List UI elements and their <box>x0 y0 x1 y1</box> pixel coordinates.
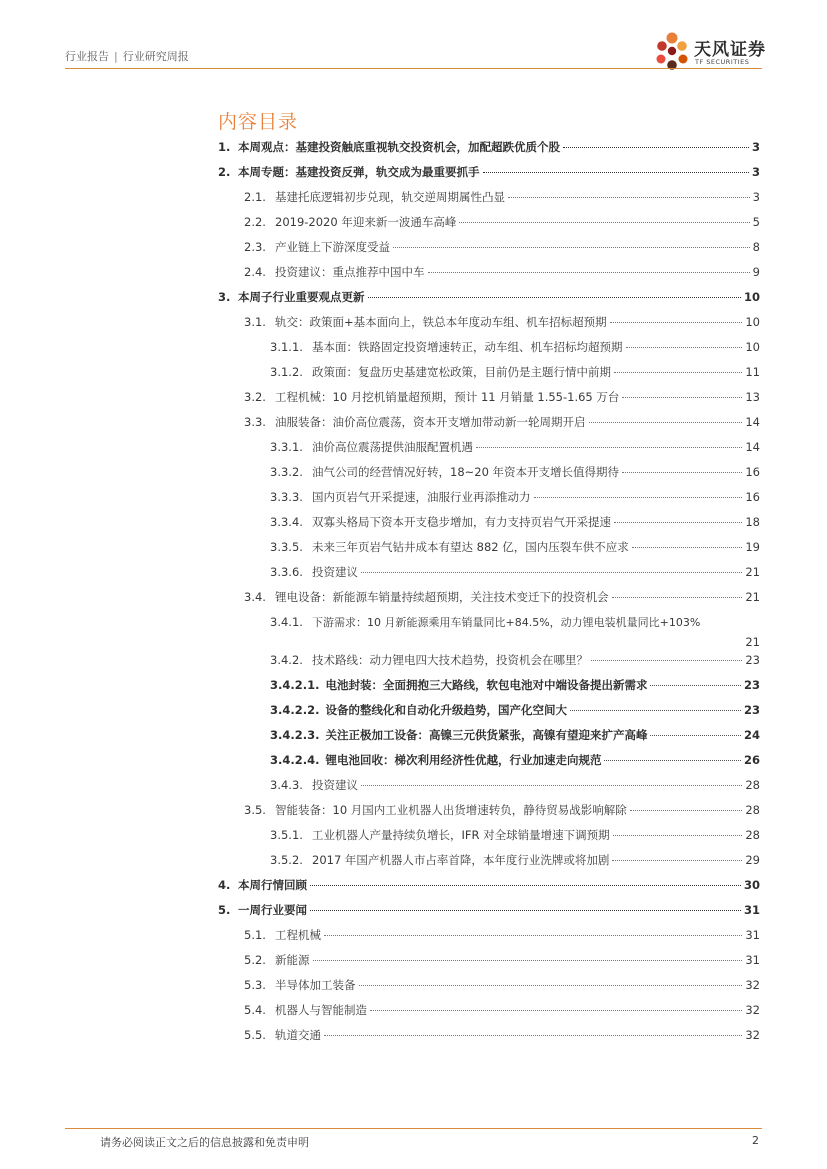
toc-entry-number: 3.1.1. <box>270 340 303 354</box>
toc-entry-page: 21 <box>745 635 760 649</box>
toc-entry-number: 5. <box>218 903 231 917</box>
toc-leader-dots <box>650 735 741 736</box>
toc-entry[interactable] <box>270 850 760 870</box>
toc-entry-title: 基建托底逻辑初步兑现，轨交逆周期属性凸显 <box>275 190 505 204</box>
header-separator: | <box>114 50 118 63</box>
toc-entry[interactable] <box>244 950 760 970</box>
report-header <box>65 48 189 64</box>
toc-entry-title: 本周专题：基建投资反弹，轨交成为最重要抓手 <box>238 165 480 179</box>
toc-entry-title: 投资建议 <box>312 565 358 579</box>
toc-entry[interactable] <box>270 362 760 382</box>
toc-entry-page: 16 <box>745 490 760 504</box>
footer-divider <box>65 1128 762 1129</box>
toc-entry[interactable] <box>270 725 760 745</box>
toc-entry-page: 32 <box>745 978 760 992</box>
toc-entry-number: 3. <box>218 290 231 304</box>
toc-entry-page: 10 <box>743 290 760 304</box>
toc-entry-number: 5.3. <box>244 978 266 992</box>
toc-leader-dots <box>393 247 750 248</box>
toc-entry[interactable] <box>270 775 760 795</box>
toc-entry[interactable] <box>244 187 760 207</box>
toc-entry-page: 23 <box>743 703 760 717</box>
toc-entry-page: 14 <box>745 415 760 429</box>
toc-leader-dots <box>626 347 743 348</box>
logo-name-en: TF SECURITIES <box>695 58 750 66</box>
toc-entry[interactable] <box>270 337 760 357</box>
toc-entry-title: 政策面：复盘历史基建宽松政策，目前仍是主题行情中前期 <box>312 365 611 379</box>
toc-leader-dots <box>650 685 741 686</box>
toc-entry[interactable] <box>244 1025 760 1045</box>
toc-entry-title: 工程机械 <box>275 928 321 942</box>
toc-entry-title: 技术路线：动力锂电四大技术趋势，投资机会在哪里？ <box>312 653 588 667</box>
toc-entry-title: 一周行业要闻 <box>238 903 307 917</box>
toc-entry-page: 10 <box>745 340 760 354</box>
toc-entry-page: 13 <box>745 390 760 404</box>
toc-leader-dots <box>476 447 742 448</box>
toc-entry-page: 30 <box>743 878 760 892</box>
toc-entry[interactable] <box>270 537 760 557</box>
toc-entry[interactable] <box>270 562 760 582</box>
header-divider <box>65 68 762 69</box>
toc-leader-dots <box>310 885 741 886</box>
footer-disclaimer: 请务必阅读正文之后的信息披露和免责申明 <box>100 1136 309 1149</box>
toc-entry-number: 3.3.3. <box>270 490 303 504</box>
toc-entry[interactable] <box>218 900 760 920</box>
page-number: 2 <box>752 1134 759 1147</box>
toc-entry-page: 3 <box>751 165 760 179</box>
toc-entry[interactable] <box>218 137 760 157</box>
toc-entry-title: 新能源 <box>275 953 310 967</box>
toc-entry-number: 3.4.2.4. <box>270 753 320 767</box>
toc-leader-dots <box>563 147 749 148</box>
toc-entry-title: 国内页岩气开采提速，油服行业再添推动力 <box>312 490 531 504</box>
toc-entry-title: 下游需求：10 月新能源乘用车销量同比+84.5%，动力锂电装机量同比+103% <box>312 616 701 629</box>
toc-entry[interactable] <box>270 512 760 532</box>
toc-entry-number: 2.3. <box>244 240 266 254</box>
toc-entry-title: 工程机械：10 月挖机销量超预期，预计 11 月销量 1.55-1.65 万台 <box>275 390 620 404</box>
toc-entry-page: 31 <box>745 928 760 942</box>
toc-entry-number: 5.2. <box>244 953 266 967</box>
toc-leader-dots <box>359 985 743 986</box>
toc-entry-number: 3.3.5. <box>270 540 303 554</box>
toc-entry[interactable] <box>244 800 760 820</box>
toc-entry-title: 轨交：政策面+基本面向上，铁总本年度动车组、机车招标超预期 <box>275 315 607 329</box>
toc-entry-title: 电池封装：全面拥抱三大路线，软包电池对中端设备提出新需求 <box>325 678 648 692</box>
toc-entry-title: 本周子行业重要观点更新 <box>238 290 365 304</box>
toc-entry-page: 21 <box>745 565 760 579</box>
toc-entry-number: 3.1. <box>244 315 266 329</box>
toc-leader-dots <box>612 597 743 598</box>
toc-entry-page: 29 <box>745 853 760 867</box>
toc-entry-page: 14 <box>745 440 760 454</box>
toc-entry-page: 8 <box>752 240 760 254</box>
toc-entry-title: 轨道交通 <box>275 1028 321 1042</box>
toc-entry-number: 3.3.2. <box>270 465 303 479</box>
toc-entry-title: 关注正极加工设备：高镍三元供货紧张，高镍有望迎来扩产高峰 <box>325 728 648 742</box>
toc-leader-dots <box>622 397 742 398</box>
toc-entry[interactable] <box>218 162 760 182</box>
toc-entry-page: 31 <box>745 953 760 967</box>
toc-entry-page: 23 <box>743 678 760 692</box>
toc-entry[interactable] <box>244 412 760 432</box>
toc-entry-number: 3.3. <box>244 415 266 429</box>
report-type: 行业报告 <box>65 50 109 63</box>
toc-leader-dots <box>610 322 743 323</box>
toc-entry-page: 28 <box>745 828 760 842</box>
toc-leader-dots <box>630 810 743 811</box>
toc-entry-title: 油气公司的经营情况好转，18~20 年资本开支增长值得期待 <box>312 465 620 479</box>
toc-title: 内容目录 <box>218 111 299 133</box>
toc-leader-dots <box>508 197 750 198</box>
toc-entry-number: 3.4.1. <box>270 615 303 629</box>
toc-leader-dots <box>604 760 741 761</box>
toc-entry-number: 5.5. <box>244 1028 266 1042</box>
toc-entry-title: 产业链上下游深度受益 <box>275 240 390 254</box>
toc-entry-page: 31 <box>743 903 760 917</box>
toc-entry-page: 10 <box>745 315 760 329</box>
toc-entry-number: 1. <box>218 140 231 154</box>
toc-leader-dots <box>313 960 743 961</box>
toc-entry[interactable] <box>270 612 760 652</box>
toc-entry-title: 本周行情回顾 <box>238 878 307 892</box>
toc-entry[interactable] <box>244 925 760 945</box>
toc-entry-page: 23 <box>745 653 760 667</box>
toc-entry[interactable] <box>244 312 760 332</box>
toc-entry[interactable] <box>270 700 760 720</box>
toc-entry-number: 4. <box>218 878 231 892</box>
toc-entry-number: 3.4. <box>244 590 266 604</box>
toc-leader-dots <box>570 710 741 711</box>
toc-entry[interactable] <box>244 587 760 607</box>
toc-leader-dots <box>459 222 749 223</box>
toc-entry[interactable] <box>218 875 760 895</box>
toc-leader-dots <box>368 297 741 298</box>
toc-entry[interactable] <box>270 825 760 845</box>
toc-entry-page: 5 <box>752 215 760 229</box>
toc-entry-title: 双寡头格局下资本开支稳步增加，有力支持页岩气开采提速 <box>312 515 611 529</box>
toc-entry-title: 油价高位震荡提供油服配置机遇 <box>312 440 473 454</box>
toc-entry-number: 3.3.4. <box>270 515 303 529</box>
toc-entry-title: 设备的整线化和自动化升级趋势，国产化空间大 <box>325 703 567 717</box>
toc-entry[interactable] <box>270 750 760 770</box>
toc-leader-dots <box>324 935 742 936</box>
toc-entry-title: 基本面：铁路固定投资增速转正，动车组、机车招标均超预期 <box>312 340 623 354</box>
toc-entry-page: 26 <box>743 753 760 767</box>
toc-entry-number: 3.4.2. <box>270 653 303 667</box>
toc-entry-number: 3.4.2.1. <box>270 678 320 692</box>
toc-entry-page: 16 <box>745 465 760 479</box>
toc-leader-dots <box>483 172 749 173</box>
toc-leader-dots <box>613 835 743 836</box>
toc-entry-page: 9 <box>752 265 760 279</box>
toc-entry-number: 2. <box>218 165 231 179</box>
toc-entry-title: 投资建议：重点推荐中国中车 <box>275 265 425 279</box>
toc-entry-title: 油服装备：油价高位震荡，资本开支增加带动新一轮周期开启 <box>275 415 586 429</box>
toc-leader-dots <box>361 572 742 573</box>
toc-entry-number: 3.5. <box>244 803 266 817</box>
toc-entry-page: 11 <box>745 365 760 379</box>
toc-entry-title: 锂电设备：新能源车销量持续超预期，关注技术变迁下的投资机会 <box>275 590 609 604</box>
toc-entry[interactable] <box>244 387 760 407</box>
toc-entry-title: 2019-2020 年迎来新一波通车高峰 <box>275 215 457 229</box>
toc-entry-page: 32 <box>745 1003 760 1017</box>
toc-entry-number: 3.1.2. <box>270 365 303 379</box>
toc-entry-number: 5.1. <box>244 928 266 942</box>
toc-entry-page: 28 <box>745 778 760 792</box>
toc-entry[interactable] <box>270 487 760 507</box>
toc-leader-dots <box>534 497 743 498</box>
toc-entry-number: 3.5.2. <box>270 853 303 867</box>
toc-entry-number: 2.1. <box>244 190 266 204</box>
toc-entry-page: 32 <box>745 1028 760 1042</box>
toc-entry-title: 未来三年页岩气钻井成本有望达 882 亿，国内压裂车供不应求 <box>312 540 629 554</box>
toc-entry-page: 19 <box>745 540 760 554</box>
toc-leader-dots <box>361 785 742 786</box>
toc-entry[interactable] <box>270 462 760 482</box>
toc-entry-title: 2017 年国产机器人市占率首降，本年度行业洗牌或将加剧 <box>312 853 610 867</box>
toc-entry-number: 3.5.1. <box>270 828 303 842</box>
toc-entry-number: 2.2. <box>244 215 266 229</box>
toc-entry-number: 2.4. <box>244 265 266 279</box>
toc-entry-title: 锂电池回收：梯次利用经济性优越，行业加速走向规范 <box>325 753 602 767</box>
toc-leader-dots <box>614 372 742 373</box>
toc-entry-number: 3.4.3. <box>270 778 303 792</box>
toc-leader-dots <box>589 422 743 423</box>
toc-entry-page: 24 <box>743 728 760 742</box>
toc-entry-number: 3.3.6. <box>270 565 303 579</box>
toc-entry-page: 21 <box>745 590 760 604</box>
toc-leader-dots <box>428 272 750 273</box>
toc-entry-number: 3.4.2.3. <box>270 728 320 742</box>
toc-leader-dots <box>324 1035 742 1036</box>
toc-entry-title: 半导体加工装备 <box>275 978 356 992</box>
toc-leader-dots <box>310 910 741 911</box>
report-subtype: 行业研究周报 <box>122 50 189 63</box>
toc-leader-dots <box>622 472 742 473</box>
toc-entry[interactable] <box>244 1000 760 1020</box>
toc-entry-title: 机器人与智能制造 <box>275 1003 367 1017</box>
toc-leader-dots <box>632 547 743 548</box>
toc-entry[interactable] <box>244 975 760 995</box>
toc-leader-dots <box>614 522 742 523</box>
toc-entry-page: 3 <box>752 190 760 204</box>
toc-leader-dots <box>612 860 742 861</box>
toc-entry-title: 本周观点：基建投资触底重视轨交投资机会，加配超跌优质个股 <box>238 140 560 154</box>
toc-entry[interactable] <box>270 675 760 695</box>
toc-entry[interactable] <box>270 437 760 457</box>
toc-entry-page: 28 <box>745 803 760 817</box>
toc-entry-title: 智能装备：10 月国内工业机器人出货增速转负，静待贸易战影响解除 <box>275 803 627 817</box>
toc-entry-number: 5.4. <box>244 1003 266 1017</box>
toc-entry-title: 投资建议 <box>312 778 358 792</box>
toc-entry-number: 3.2. <box>244 390 266 404</box>
toc-leader-dots <box>591 660 742 661</box>
toc-entry-page: 3 <box>751 140 760 154</box>
toc-entry-number: 3.4.2.2. <box>270 703 320 717</box>
toc-entry-number: 3.3.1. <box>270 440 303 454</box>
toc-leader-dots <box>370 1010 742 1011</box>
toc-entry[interactable] <box>244 212 760 232</box>
toc-entry-page: 18 <box>745 515 760 529</box>
toc-entry[interactable] <box>244 237 760 257</box>
toc-entry-title: 工业机器人产量持续负增长，IFR 对全球销量增速下调预期 <box>312 828 610 842</box>
toc-entry[interactable] <box>270 650 760 670</box>
logo-name-cn: 天风证券 <box>694 40 766 60</box>
toc-entry[interactable] <box>218 287 760 307</box>
toc-entry[interactable] <box>244 262 760 282</box>
